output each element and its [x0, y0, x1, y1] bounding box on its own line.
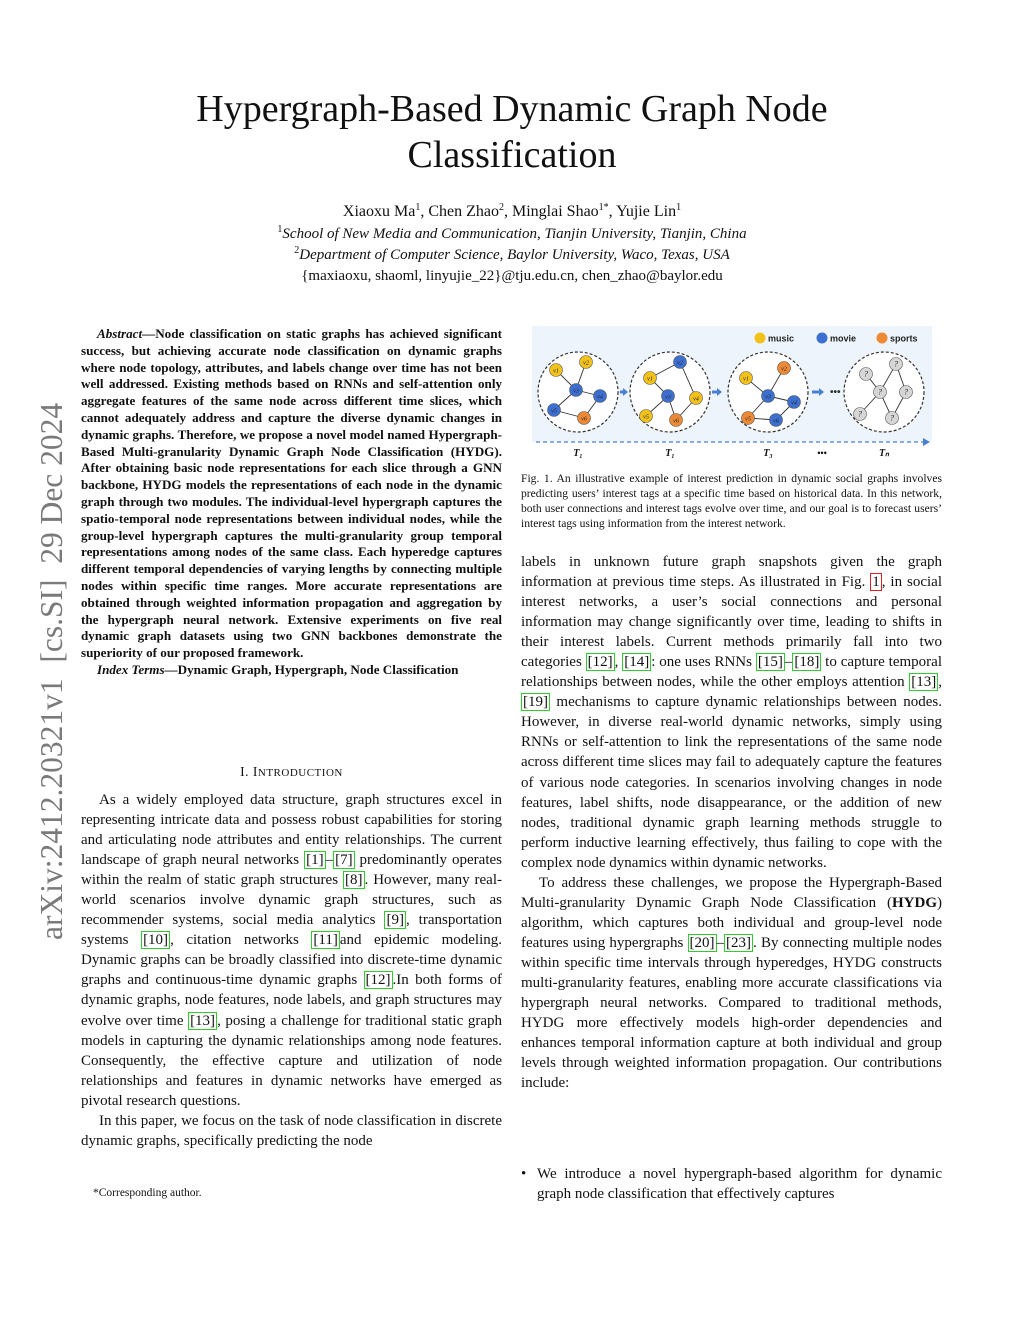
snapshot-3-node-label: v6	[773, 418, 779, 425]
figure-1-caption	[521, 471, 942, 531]
intro-p1-text: .In both forms of dynamic graphs, node features, node labels, and graph structures may evolve over time	[81, 972, 503, 1029]
snapshot-1-node-label: v3	[573, 388, 579, 395]
author-separator: ,	[504, 203, 512, 220]
snapshot-1-node-label: v1	[553, 368, 559, 375]
intro-p1-text: –	[325, 852, 334, 869]
footnote-corresponding: *Corresponding author.	[93, 1187, 202, 1199]
snapshot-2-node-label: v4	[693, 396, 699, 403]
index-terms-lead: Index Terms	[97, 661, 165, 677]
snapshot-3-node-label: v1	[743, 376, 749, 383]
timeline-label: •••	[817, 448, 827, 458]
citation-link[interactable]: [19]	[523, 694, 548, 711]
snapshot-1-node-label: v5	[551, 408, 557, 415]
abstract-lead: Abstract	[97, 326, 143, 341]
intro-paragraph-1	[81, 790, 502, 1111]
author-name: Yujie Lin	[616, 203, 677, 220]
right-p1-text: ,	[614, 654, 623, 671]
affiliation-2	[100, 245, 924, 265]
figure-reference-link[interactable]: 1	[872, 574, 880, 591]
citation-link[interactable]: [12]	[365, 972, 391, 989]
snapshot-3-node-label: v3	[765, 394, 771, 401]
snapshot-1-node-label: v2	[583, 360, 589, 367]
author-affiliation-mark: 1*	[598, 202, 609, 213]
section-title: INTRODUCTION	[252, 764, 343, 779]
right-paragraph-1	[521, 552, 942, 873]
snapshot-2-node-label: v5	[643, 414, 649, 421]
author-affiliation-mark: 1	[415, 202, 421, 213]
snapshot-3-node-label: v4	[791, 400, 797, 407]
intro-p1-text: and epidemic modeling. Dynamic graphs can be broadly classified into discrete-time dynamic graphs and continuous-time dynamic graphs	[81, 932, 502, 989]
bullet-marker: •	[521, 1166, 527, 1182]
arxiv-identifier	[18, 365, 78, 945]
section-number: I.	[240, 764, 250, 779]
author-emails: {maxiaoxu, shaoml, linyujie_22}@tju.edu.cn, chen_zhao@baylor.edu	[301, 268, 723, 284]
right-p1-text: –	[784, 654, 793, 671]
abstract-dash: —	[142, 326, 156, 341]
author-name: Minglai Shao	[512, 203, 599, 220]
snapshot-1-node-label: v6	[581, 416, 587, 423]
author-name: Chen Zhao	[428, 203, 499, 220]
timeline-label: T₁	[573, 448, 583, 459]
citation-link[interactable]: [7]	[335, 852, 353, 869]
citation-link[interactable]: [15]	[757, 654, 783, 671]
snapshot-3-node-label: v2	[781, 366, 787, 373]
affiliation-2-text: Department of Computer Science, Baylor University, Waco, Texas, USA	[299, 247, 730, 263]
author-name: Xiaoxu Ma	[342, 203, 416, 220]
right-p1-text: , in social interest networks, a user’s social connections and personal information may change significantly over time, leading to shifts in their interest labels. Current methods primarily fall into two categories	[521, 574, 942, 671]
snapshot-1-node-label: v4	[597, 394, 603, 401]
citation-link[interactable]: [13]	[190, 1012, 216, 1029]
intro-p1-text: , posing a challenge for traditional static graph models in capturing the dynamic relationships among node features. Consequently, the effective capture and utilization of node relationships and features in dynamic networks have emerged as pivotal research questions.	[81, 1012, 502, 1109]
citation-link[interactable]: [20]	[689, 934, 715, 951]
right-p2-text: ) algorithm, which captures both individual and group-level node features using hypergraphs	[521, 894, 942, 951]
affiliation-1-mark: 1	[277, 224, 283, 235]
citation-link[interactable]: [11]	[313, 932, 338, 949]
right-p1-text: labels in unknown future graph snapshots given the graph information at previous time steps. As illustrated in Fig.	[521, 554, 942, 591]
author-separator: ,	[608, 203, 617, 220]
legend-music-label: music	[768, 333, 795, 344]
snapshot-4-node-label: ?	[894, 359, 898, 369]
legend-movie-label: movie	[830, 333, 857, 344]
intro-p1-text: . However, many real-world scenarios involve dynamic graph structures, such as recommender systems, social media analytics	[81, 872, 502, 929]
right-p2-text: To address these challenges, we propose the Hypergraph-Based Multi-granularity Dynamic Graph Node Classification (	[521, 874, 942, 911]
snapshot-2-node-label: v3	[665, 394, 671, 401]
abstract-text: Node classification on static graphs has achieved significant success, but achieving accurate node classification on dynamic graphs where node topology, attributes, and labels change over time has not been well addressed. Existing methods based on RNNs and self-attention only aggregate features of the same node across different time slices, which cannot adequately address and capture the diverse dynamic changes in dynamic graphs. Therefore, we propose a novel model named Hypergraph-Based Multi-granularity Dynamic Graph Node Classification (HYDG). After obtaining basic node representations for each slice through a GNN backbone, HYDG models the representations of each node in the dynamic graph through two modules. The individual-level hypergraph captures the spatio-temporal node representations between individual nodes, while the group-level hypergraph captures the multi-granularity group temporal representations among nodes of the same class. Each hyperedge captures different temporal dependencies of varying lengths by connecting multiple nodes within specific time ranges. More accurate representations are obtained through weighted information propagation and aggregation by the hypergraph neural network. Extensive experiments on five real dynamic graph datasets using two GNN backbones demonstrate the superiority of our proposed framework.	[81, 326, 502, 661]
intro-p1-text: As a widely employed data structure, graph structures excel in representing intricate data and possess robust capabilities for storing and articulating node attributes and entity relationships. The current landscape of graph neural networks	[81, 792, 502, 869]
right-paragraph-2	[521, 873, 942, 1094]
citation-link[interactable]: [14]	[624, 654, 650, 671]
intro-right-column	[521, 552, 942, 1093]
method-name: HYDG	[892, 894, 937, 911]
citation-link[interactable]: [13]	[911, 674, 937, 691]
right-p1-text: to capture temporal relationships between nodes, while the other employs attention	[521, 654, 942, 691]
snapshot-4-node-label: ?	[878, 387, 882, 397]
timeline-label: Tₙ	[878, 448, 890, 459]
ellipsis-dots: •••	[830, 387, 841, 398]
author-list	[100, 202, 924, 222]
legend-sports-label: sports	[890, 333, 918, 344]
timeline-label: T₃	[763, 448, 773, 459]
citation-link[interactable]: [9]	[386, 912, 404, 929]
timeline-label: T₁	[665, 448, 675, 459]
affiliation-1	[100, 224, 924, 244]
right-p2-text: . By connecting multiple nodes within specific time intervals through hyperedges, HYDG constructs multi-granularity features, enabling more accurate classifications via hypergraph neural networks. Compared to traditional methods, HYDG more effectively models high-order dependencies and enhances temporal information capture at both individual and group levels through weighted information propagation. Our contributions include:	[521, 934, 942, 1092]
arxiv-id-text: arXiv:2412.20321v1 [cs.SI] 29 Dec 2024	[34, 402, 69, 940]
title-line-2: Classification	[407, 134, 617, 176]
citation-link[interactable]: [23]	[726, 934, 752, 951]
snapshot-2-node-label: v1	[647, 376, 653, 383]
author-affiliation-mark: 1	[676, 202, 682, 213]
citation-link[interactable]: [1]	[306, 852, 324, 869]
author-affiliation-mark: 2	[499, 202, 504, 213]
right-p1-text: : one uses RNNs	[651, 654, 756, 671]
index-terms-text: Dynamic Graph, Hypergraph, Node Classification	[177, 661, 459, 677]
intro-p1-text: , transportation systems	[81, 912, 502, 949]
title-line-1: Hypergraph-Based Dynamic Graph Node	[196, 88, 828, 130]
intro-left-column	[81, 790, 502, 1151]
legend-movie-swatch	[817, 333, 828, 344]
right-p1-text: mechanisms to capture dynamic relationships between nodes. However, in diverse real-world dynamic networks, simply using RNNs or self-attention to link the representations of the same node across different time slices may fail to adequately capture the features of various node categories. In scenarios involving changes in node features, label shifts, node disappearance, or the addition of new nodes, traditional dynamic graph learning methods struggle to perform inductive learning effectively, thus failing to cope with the complex node dynamics within dynamic networks.	[521, 694, 942, 871]
snapshot-2-node-label: v2	[677, 360, 683, 367]
caption-text: An illustrative example of interest prediction in dynamic social graphs involves predicting users’ interest tags at a specific time based on historical data. In this network, both user connections and interest tags evolve over time, and our goal is to forecast users’ interest tags using information from the interest network.	[521, 472, 942, 531]
intro-p1-text: , citation networks	[170, 932, 312, 949]
abstract: Abstract—Node classification on static graphs has achieved significant success, but achieving accurate node classification on dynamic graphs where node topology, attributes, and labels change over time has not been well addressed. Existing methods based on RNNs and self-attention only aggregate features of the same node across different time slices, which cannot adequately address and capture the diverse dynamic changes in dynamic graphs. Therefore, we propose a novel model named Hypergraph-Based Multi-granularity Dynamic Graph Node Classification (HYDG). After obtaining basic node representations for each slice through a GNN backbone, HYDG models the representations of each node in the dynamic graph through two modules. The individual-level hypergraph captures the spatio-temporal node representations between individual nodes, while the group-level hypergraph captures the multi-granularity group temporal representations among nodes of the same class. Each hyperedge captures different temporal dependencies of varying lengths by connecting multiple nodes within specific time ranges. More accurate representations are obtained through weighted information propagation and aggregation by the hypergraph neural network. Extensive experiments on five real dynamic graph datasets using two GNN backbones demonstrate the superiority of our proposed framework. Index Terms—Dynamic Graph, Hypergraph, Node Classification	[81, 326, 502, 677]
legend-music-swatch	[755, 333, 766, 344]
citation-link[interactable]: [8]	[345, 872, 363, 889]
citation-link[interactable]: [10]	[143, 932, 169, 949]
contribution-bullet-1	[521, 1164, 942, 1204]
section-heading-introduction	[81, 764, 502, 780]
right-p1-text: ,	[938, 674, 942, 691]
affiliation-2-mark: 2	[294, 245, 300, 256]
snapshot-4-node-label: ?	[858, 409, 862, 419]
affiliation-1-text: School of New Media and Communication, Tianjin University, Tianjin, China	[282, 226, 747, 242]
legend-sports-swatch	[877, 333, 888, 344]
snapshot-4-node-label: ?	[890, 413, 894, 423]
citation-link[interactable]: [18]	[794, 654, 820, 671]
snapshot-4-node-label: ?	[904, 387, 908, 397]
snapshot-4-node-label: ?	[864, 369, 868, 379]
right-p2-text: –	[716, 934, 725, 951]
author-separator: ,	[420, 203, 429, 220]
snapshot-2-node-label: v6	[673, 418, 679, 425]
bullet-text: We introduce a novel hypergraph-based algorithm for dynamic graph node classification that effectively captures	[537, 1166, 942, 1203]
snapshot-3-node-label: v5	[745, 416, 751, 423]
intro-paragraph-2: In this paper, we focus on the task of node classification in discrete dynamic graphs, specifically predicting the node	[81, 1112, 502, 1149]
intro-p1-text: predominantly operates within the realm of static graph structures	[81, 852, 502, 889]
citation-link[interactable]: [12]	[587, 654, 613, 671]
caption-label: Fig. 1.	[521, 472, 553, 485]
paper-title	[100, 86, 924, 178]
figure-1-illustration	[532, 326, 932, 462]
